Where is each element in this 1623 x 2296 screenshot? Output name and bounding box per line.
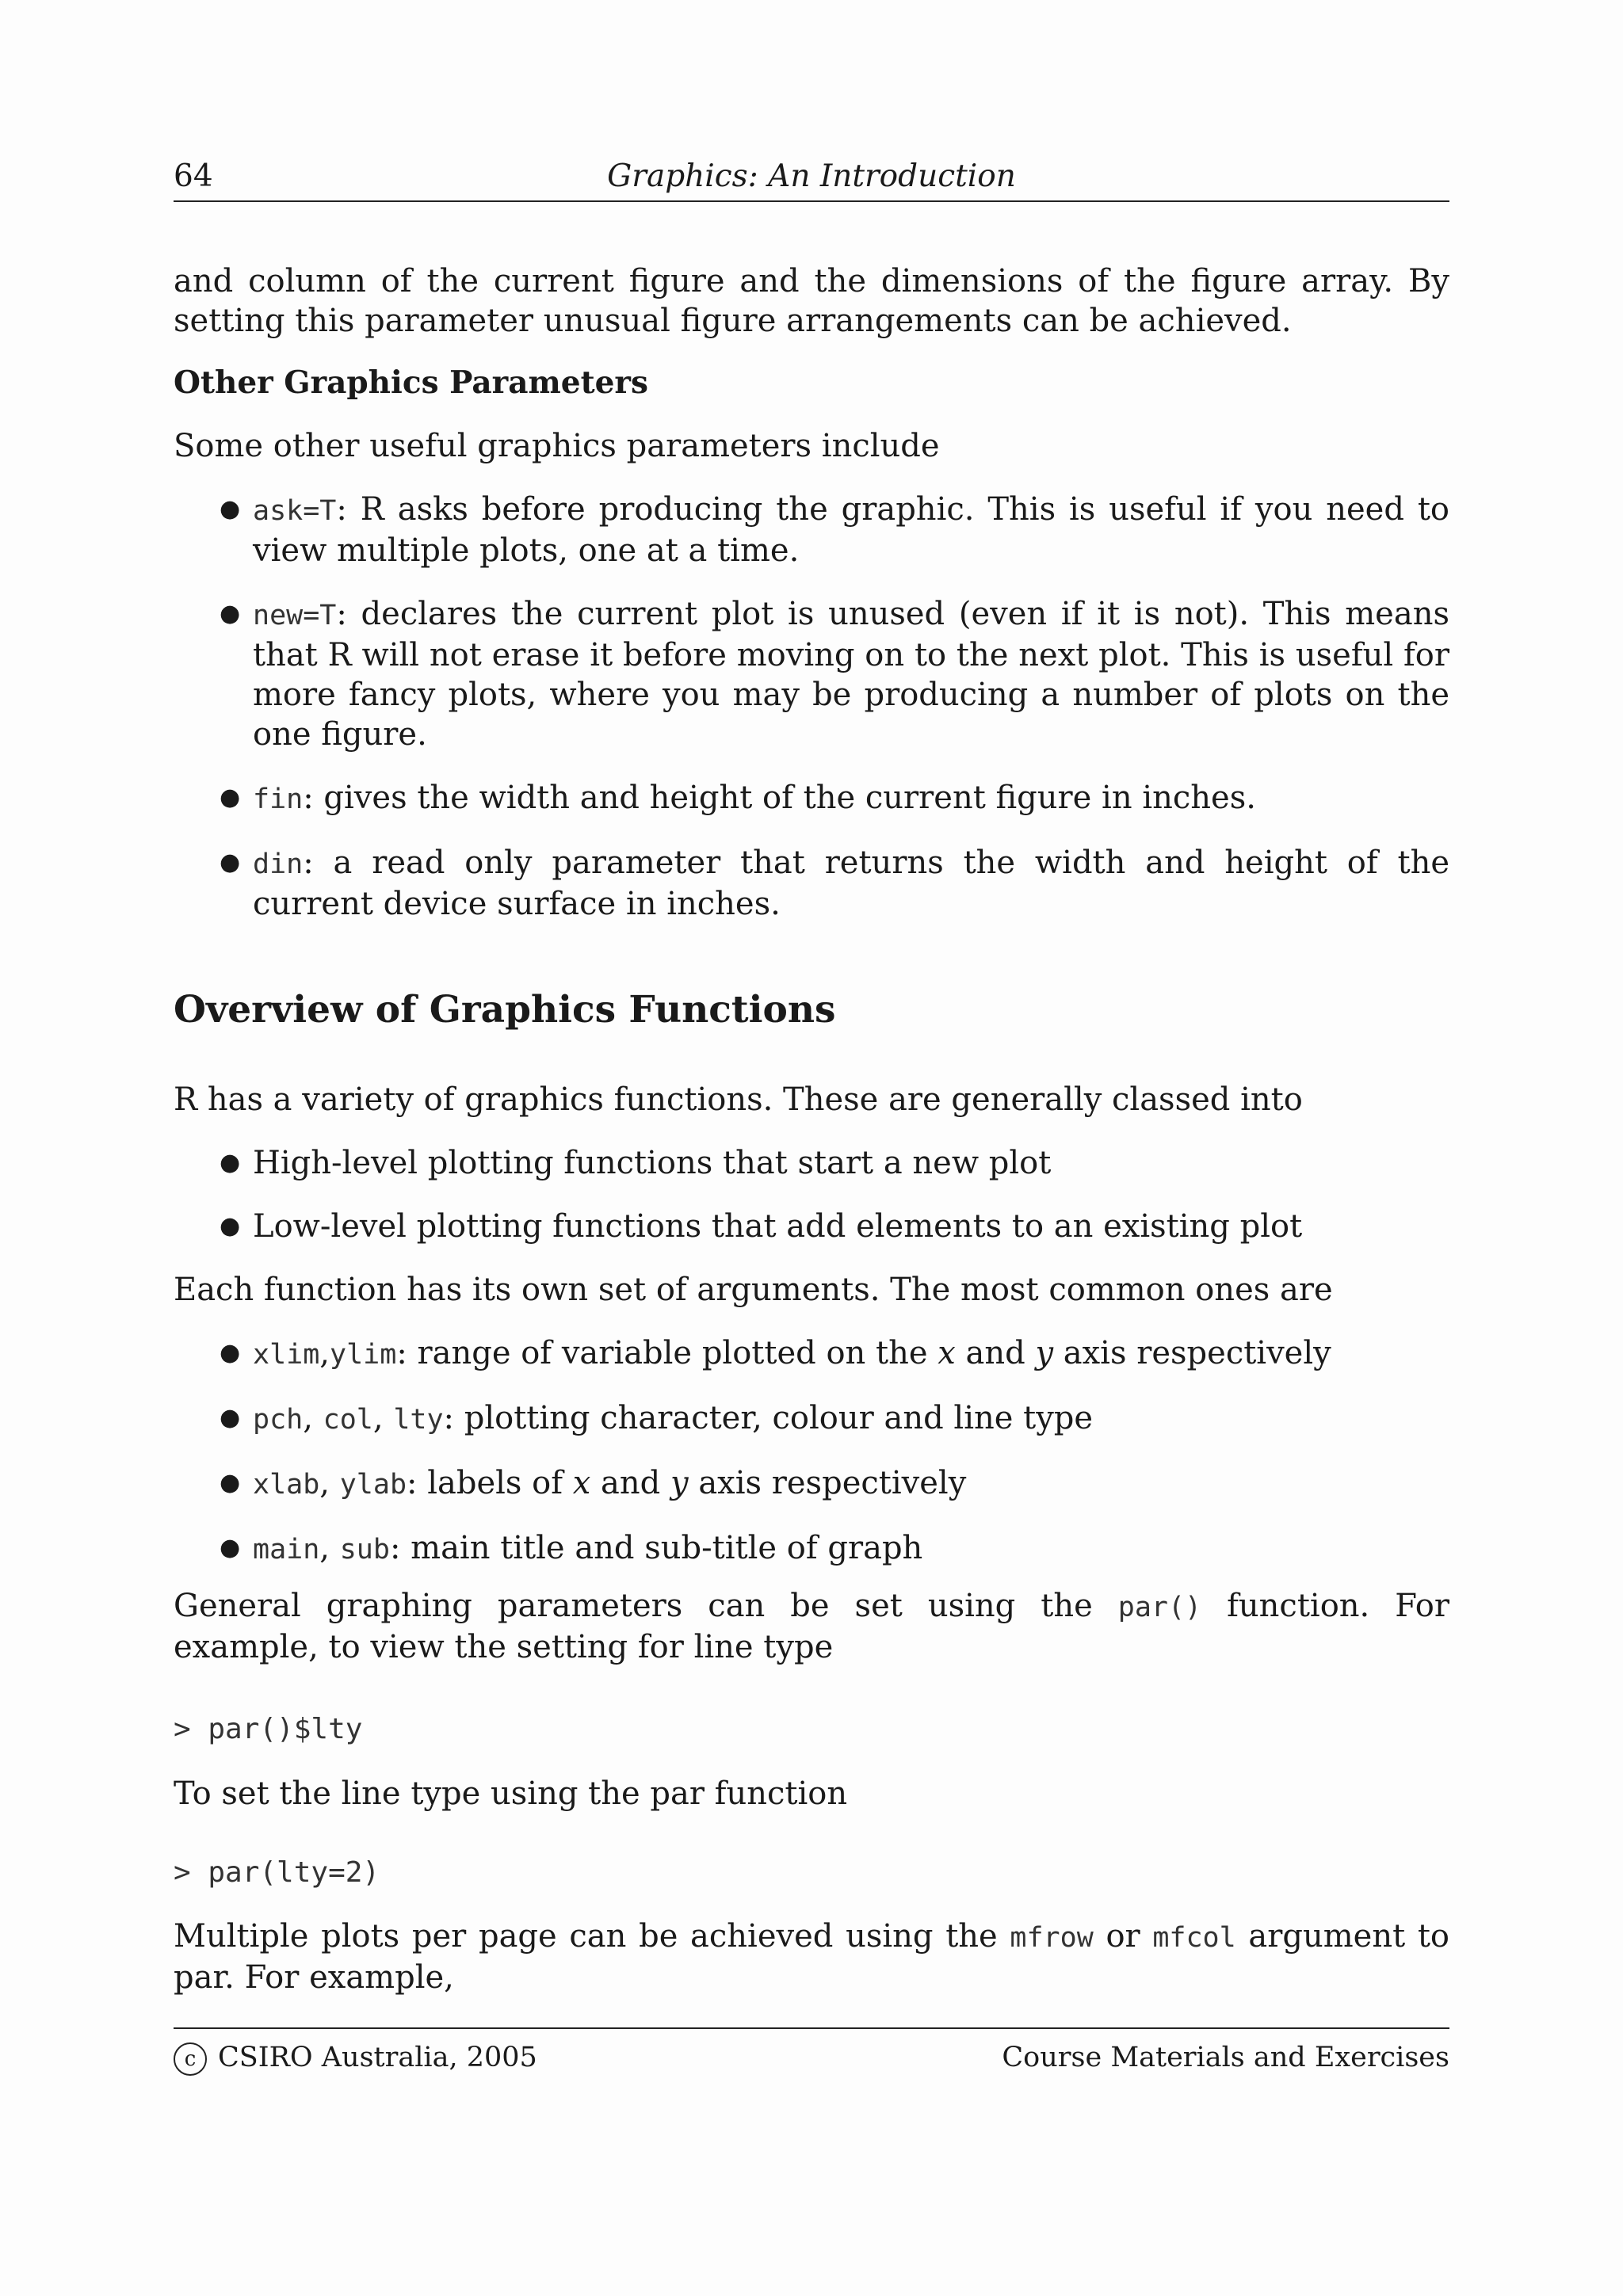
arg-code: main bbox=[253, 1534, 320, 1566]
par-paragraph bbox=[174, 1586, 1449, 1667]
arg-desc: : labels of bbox=[407, 1465, 573, 1501]
param-code: fin bbox=[253, 784, 304, 815]
arg-desc: and bbox=[590, 1465, 670, 1501]
arg-sep: , bbox=[303, 1400, 323, 1436]
code-example-2: > par(lty=2) bbox=[174, 1856, 380, 1889]
multi-text: Multiple plots per page can be achieved using the bbox=[174, 1918, 1010, 1955]
bullet-icon: ● bbox=[220, 495, 241, 523]
list-item bbox=[174, 1528, 1449, 1569]
list-item bbox=[174, 1207, 1449, 1246]
course-title: Course Materials and Exercises bbox=[1002, 2042, 1449, 2073]
multi-text: argument to par. For example, bbox=[174, 1918, 1449, 1996]
overview-lead: R has a variety of graphics functions. These are generally classed into bbox=[174, 1081, 1303, 1118]
list-item bbox=[174, 1398, 1449, 1440]
function-classes-list bbox=[174, 1143, 1449, 1246]
page-number: 64 bbox=[174, 158, 213, 194]
bullet-icon: ● bbox=[220, 784, 241, 811]
bullet-icon: ● bbox=[220, 849, 241, 876]
arg-code: lty bbox=[393, 1404, 444, 1436]
param-desc: : declares the current plot is unused (even if it is not). This means that R will not erase it before moving on to the next plot. This is useful for more fancy plots, where you may be producing a number of plots on the one figure. bbox=[253, 596, 1449, 753]
running-title: Graphics: An Introduction bbox=[607, 158, 1016, 194]
math-y: y bbox=[1035, 1335, 1054, 1371]
footer bbox=[174, 2038, 1449, 2077]
arg-sep: , bbox=[319, 1335, 330, 1371]
par-code: par() bbox=[1117, 1592, 1202, 1623]
arg-code: xlim bbox=[253, 1339, 320, 1371]
math-y: y bbox=[670, 1465, 689, 1501]
arg-sep: , bbox=[372, 1400, 394, 1436]
other-params-heading: Other Graphics Parameters bbox=[174, 364, 648, 401]
math-x: x bbox=[572, 1465, 591, 1501]
param-code: din bbox=[253, 849, 304, 880]
other-params-lead: Some other useful graphics parameters include bbox=[174, 428, 940, 464]
arg-code: pch bbox=[253, 1404, 304, 1436]
list-item bbox=[174, 594, 1449, 754]
arg-desc: : range of variable plotted on the bbox=[396, 1335, 938, 1371]
bullet-icon: ● bbox=[220, 1404, 241, 1432]
list-item bbox=[174, 778, 1449, 819]
document-page bbox=[174, 0, 1449, 2296]
arguments-list bbox=[174, 1333, 1449, 1569]
class-text: High-level plotting functions that start a new plot bbox=[253, 1145, 1052, 1181]
args-lead: Each function has its own set of arguments. The most common ones are bbox=[174, 1272, 1333, 1308]
arg-code: ylim bbox=[330, 1339, 397, 1371]
param-desc: : R asks before producing the graphic. This is useful if you need to view multiple plots, one at a time. bbox=[253, 491, 1449, 569]
footer-rule bbox=[174, 2027, 1449, 2029]
param-code: new=T bbox=[253, 600, 337, 631]
class-text: Low-level plotting functions that add elements to an existing plot bbox=[253, 1208, 1303, 1245]
arg-sep: , bbox=[319, 1530, 340, 1566]
multi-plot-paragraph bbox=[174, 1917, 1449, 1997]
param-code: ask=T bbox=[253, 495, 337, 527]
arg-code: sub bbox=[339, 1534, 390, 1566]
copyright bbox=[174, 2038, 537, 2077]
arg-code: xlab bbox=[253, 1469, 320, 1501]
arg-desc: : plotting character, colour and line type bbox=[443, 1400, 1094, 1436]
list-item bbox=[174, 1333, 1449, 1375]
arg-code: ylab bbox=[339, 1469, 407, 1501]
bullet-icon: ● bbox=[220, 1339, 241, 1367]
list-item bbox=[174, 1143, 1449, 1183]
copyright-text: CSIRO Australia, 2005 bbox=[218, 2042, 537, 2073]
par-text: General graphing parameters can be set using the bbox=[174, 1588, 1118, 1624]
arg-desc: and bbox=[955, 1335, 1036, 1371]
param-desc: : gives the width and height of the current figure in inches. bbox=[303, 780, 1256, 816]
arg-code: col bbox=[323, 1404, 373, 1436]
multi-code: mfrow bbox=[1010, 1922, 1094, 1954]
bullet-icon: ● bbox=[220, 600, 241, 627]
arg-desc: axis respectively bbox=[688, 1465, 967, 1501]
multi-code: mfcol bbox=[1152, 1922, 1236, 1954]
copyright-icon: c bbox=[174, 2042, 207, 2076]
list-item bbox=[174, 1463, 1449, 1505]
bullet-icon: ● bbox=[220, 1469, 241, 1497]
list-item bbox=[174, 490, 1449, 570]
arg-desc: axis respectively bbox=[1053, 1335, 1331, 1371]
arg-desc: : main title and sub-title of graph bbox=[389, 1530, 923, 1566]
param-desc: : a read only parameter that returns the width and height of the current device surface in inches. bbox=[253, 845, 1449, 922]
par-text: function. For example, to view the setting for line type bbox=[174, 1588, 1450, 1665]
multi-text: or bbox=[1093, 1918, 1153, 1955]
bullet-icon: ● bbox=[220, 1149, 241, 1177]
set-line-type-text: To set the line type using the par function bbox=[174, 1775, 848, 1812]
bullet-icon: ● bbox=[220, 1212, 241, 1240]
list-item bbox=[174, 843, 1449, 924]
running-header bbox=[174, 153, 1449, 202]
arg-sep: , bbox=[319, 1465, 340, 1501]
math-x: x bbox=[938, 1335, 956, 1371]
section-heading: Overview of Graphics Functions bbox=[174, 988, 836, 1032]
bullet-icon: ● bbox=[220, 1534, 241, 1562]
intro-paragraph: and column of the current figure and the dimensions of the figure array. By setting this parameter unusual figure arrangements can be achieved. bbox=[174, 263, 1449, 339]
code-example-1: > par()$lty bbox=[174, 1713, 363, 1745]
other-params-list bbox=[174, 490, 1449, 924]
